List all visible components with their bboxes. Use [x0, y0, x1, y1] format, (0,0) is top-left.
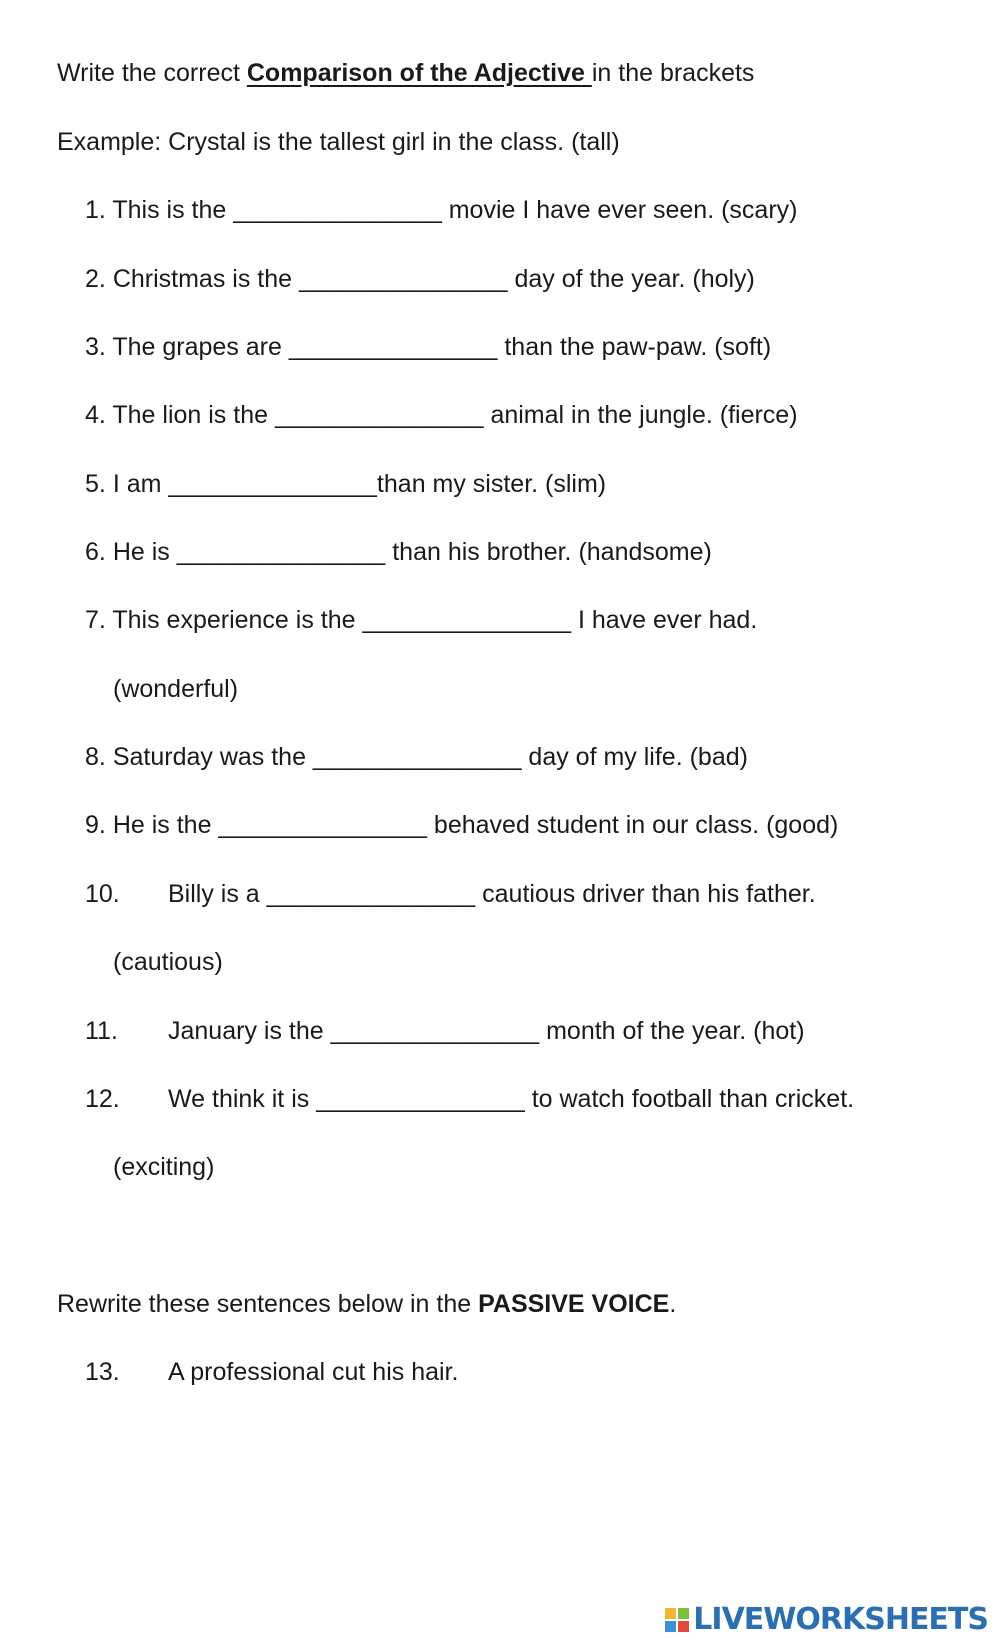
instruction-comparison: [57, 57, 754, 89]
question-number: 5.: [85, 470, 106, 498]
instruction-passive-voice: [57, 1288, 676, 1320]
question-number: 3.: [85, 333, 106, 361]
question-text: This is the _______________ movie I have ever seen. (scary): [112, 196, 798, 224]
instruction-emphasis: Comparison of the Adjective: [246, 59, 592, 87]
question-text: He is the _______________ behaved student in our class. (good): [112, 811, 839, 839]
instruction-pre: Rewrite these sentences below in the: [57, 1290, 479, 1318]
question-2: [85, 263, 755, 295]
logo-grid-icon: [665, 1608, 689, 1632]
instruction-pre: Write the correct: [57, 59, 247, 87]
question-7-continuation: (wonderful): [113, 675, 239, 703]
question-7: [85, 604, 757, 636]
question-number: 9.: [85, 811, 106, 839]
question-number: 6.: [85, 538, 106, 566]
question-number: 8.: [85, 743, 106, 771]
question-3: [85, 331, 771, 363]
question-number: 7.: [85, 606, 106, 634]
question-text: The grapes are _______________ than the paw-paw. (soft): [112, 333, 772, 361]
question-10-continuation: (cautious): [113, 948, 223, 976]
instruction-emphasis: PASSIVE VOICE: [478, 1290, 670, 1318]
question-5: [85, 468, 606, 500]
question-11: [85, 1015, 805, 1047]
question-number: 10.: [85, 880, 120, 908]
question-4: [85, 399, 798, 431]
question-9: [85, 809, 838, 841]
question-12: [85, 1083, 854, 1115]
question-12-continuation: (exciting): [113, 1153, 215, 1181]
question-number: 4.: [85, 401, 106, 429]
question-13: [85, 1356, 458, 1388]
question-number: 1.: [85, 196, 106, 224]
question-text: I am _______________than my sister. (slim): [112, 470, 607, 498]
question-number: 11.: [85, 1017, 118, 1045]
question-text: The lion is the _______________ animal in the jungle. (fierce): [112, 401, 798, 429]
question-number: 13.: [85, 1358, 120, 1386]
question-text: Billy is a _______________ cautious driver than his father.: [168, 880, 816, 908]
question-text: A professional cut his hair.: [168, 1358, 459, 1386]
question-1: [85, 194, 797, 226]
question-text: He is _______________ than his brother. (handsome): [112, 538, 712, 566]
question-8: [85, 741, 748, 773]
logo-text: LIVEWORKSHEETS: [693, 1602, 988, 1637]
question-text: Saturday was the _______________ day of my life. (bad): [112, 743, 748, 771]
question-text: January is the _______________ month of the year. (hot): [168, 1017, 805, 1045]
question-10: [85, 878, 816, 910]
question-text: Christmas is the _______________ day of the year. (holy): [112, 265, 755, 293]
question-number: 12.: [85, 1085, 120, 1113]
question-text: We think it is _______________ to watch football than cricket.: [168, 1085, 855, 1113]
liveworksheets-logo: [665, 1602, 988, 1637]
instruction-post: .: [669, 1290, 677, 1318]
instruction-post: in the brackets: [591, 59, 755, 87]
question-6: [85, 536, 712, 568]
question-number: 2.: [85, 265, 106, 293]
question-text: This experience is the _______________ I have ever had.: [112, 606, 758, 634]
example-sentence: Example: Crystal is the tallest girl in the class. (tall): [57, 128, 620, 156]
